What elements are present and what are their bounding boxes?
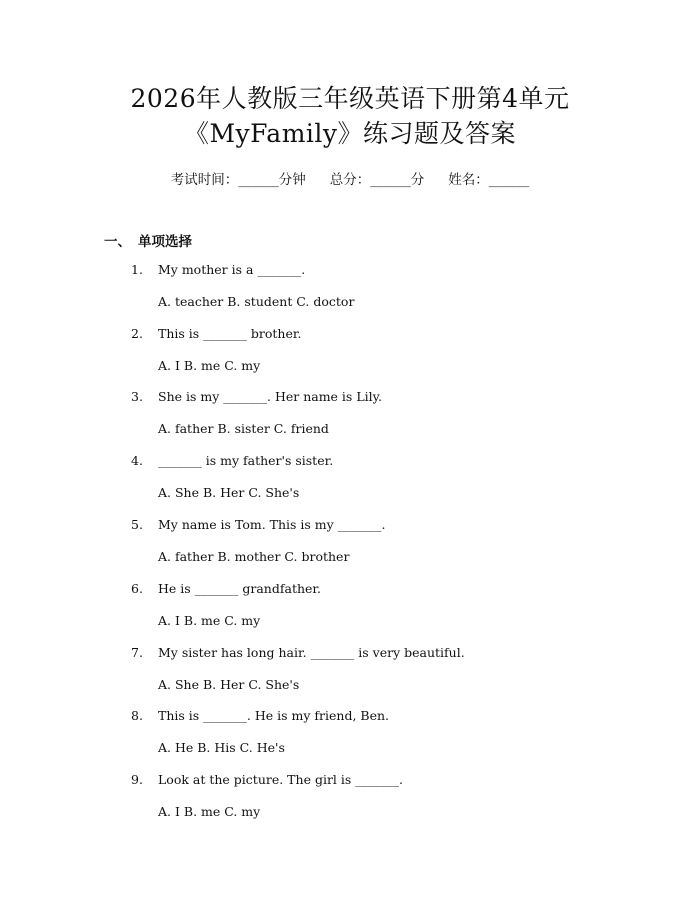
question-number: 1. — [131, 262, 143, 277]
question-9 — [131, 772, 403, 787]
question-text: _______ is my father's sister. — [158, 453, 334, 468]
total-score-label: 总分：______分 — [329, 172, 425, 188]
question-5 — [131, 517, 385, 532]
question-number: 4. — [131, 453, 143, 468]
question-text: This is _______. He is my friend, Ben. — [158, 708, 390, 723]
question-text: Look at the picture. The girl is _______. — [158, 772, 404, 787]
question-1-options: A. teacher B. student C. doctor — [158, 294, 355, 309]
question-6-options: A. I B. me C. my — [158, 613, 261, 628]
question-text: This is _______ brother. — [158, 326, 302, 341]
student-name-label: 姓名：______ — [448, 172, 530, 188]
section-title: 单项选择 — [138, 234, 192, 250]
question-3 — [131, 389, 382, 404]
question-9-options: A. I B. me C. my — [158, 804, 261, 819]
question-6 — [131, 581, 321, 596]
document-title-line-2: 《MyFamily》练习题及答案 — [183, 119, 517, 148]
question-number: 7. — [131, 645, 143, 660]
question-3-options: A. father B. sister C. friend — [158, 421, 329, 436]
question-8 — [131, 708, 389, 723]
question-2-options: A. I B. me C. my — [158, 358, 261, 373]
exam-time-label: 考试时间：______分钟 — [170, 172, 306, 188]
question-text: My name is Tom. This is my _______. — [158, 517, 386, 532]
question-4-options: A. She B. Her C. She's — [158, 485, 300, 500]
question-5-options: A. father B. mother C. brother — [158, 549, 350, 564]
question-number: 3. — [131, 389, 143, 404]
question-4 — [131, 453, 333, 468]
question-text: She is my _______. Her name is Lily. — [158, 389, 382, 404]
question-number: 9. — [131, 772, 143, 787]
question-text: He is _______ grandfather. — [158, 581, 321, 596]
question-7 — [131, 645, 465, 660]
document-title-line-1: 2026年人教版三年级英语下册第4单元 — [130, 84, 570, 113]
section-heading — [104, 230, 192, 250]
question-1 — [131, 262, 305, 277]
question-text: My mother is a _______. — [158, 262, 306, 277]
question-number: 2. — [131, 326, 143, 341]
question-number: 6. — [131, 581, 143, 596]
exam-info — [0, 168, 700, 188]
section-number: 一、 — [104, 234, 131, 250]
question-number: 8. — [131, 708, 143, 723]
question-7-options: A. She B. Her C. She's — [158, 677, 300, 692]
question-8-options: A. He B. His C. He's — [158, 740, 285, 755]
question-text: My sister has long hair. _______ is very beautiful. — [158, 645, 465, 660]
question-2 — [131, 326, 301, 341]
question-number: 5. — [131, 517, 143, 532]
